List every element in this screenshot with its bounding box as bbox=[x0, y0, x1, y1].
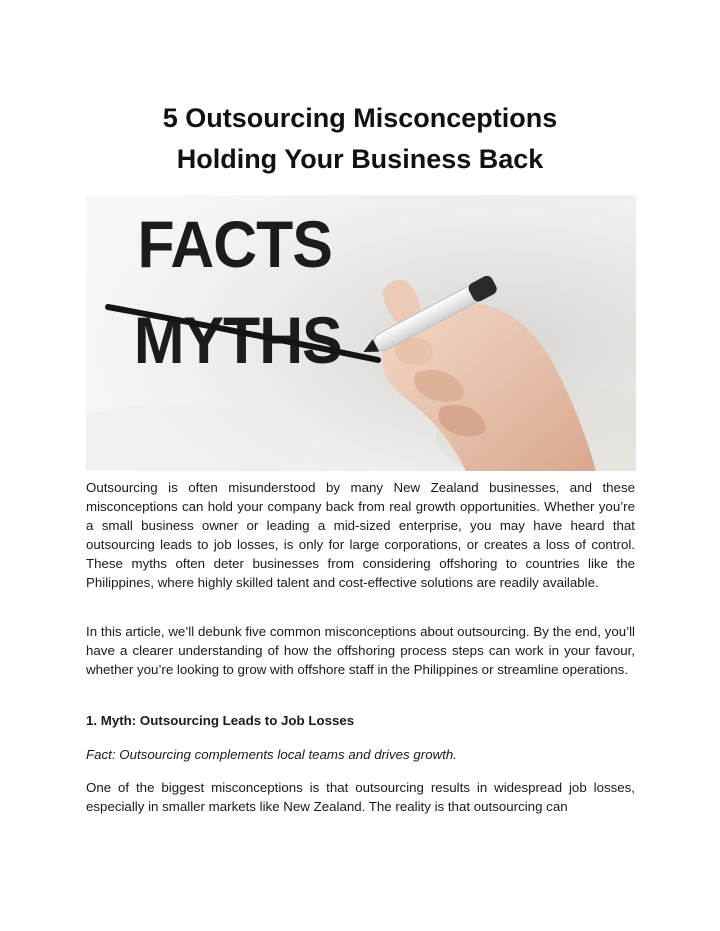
myth-1-heading: 1. Myth: Outsourcing Leads to Job Losses bbox=[86, 713, 355, 728]
title-line-2: Holding Your Business Back bbox=[176, 144, 544, 174]
facts-myths-illustration bbox=[86, 195, 636, 471]
title-line-1: 5 Outsourcing Misconceptions bbox=[162, 103, 558, 133]
hero-image bbox=[86, 195, 636, 471]
overview-paragraph: In this article, we’ll debunk five common misconceptions about outsourcing. By the end, you’ll have a clearer understanding of how the offshoring process steps can work in your favour, whether you’re looking to grow with offshore staff in the Philippines or streamline operations. bbox=[86, 624, 635, 677]
myths-word: MYTHS bbox=[133, 304, 342, 378]
myth-1-body: One of the biggest misconceptions is that outsourcing results in widespread job losses, especially in smaller markets like New Zealand. The reality is that outsourcing can bbox=[86, 780, 635, 814]
myth-1-fact: Fact: Outsourcing complements local teams and drives growth. bbox=[86, 747, 457, 762]
intro-paragraph: Outsourcing is often misunderstood by many New Zealand businesses, and these misconceptions can hold your company back from real growth opportunities. Whether you’re a small business owner or leading a mid-sized enterprise, you may have heard that outsourcing leads to job losses, is only for large corporations, or creates a loss of control. These myths often deter businesses from considering offshoring to countries like the Philippines, where highly skilled talent and cost-effective solutions are readily available. bbox=[86, 480, 635, 590]
facts-word: FACTS bbox=[137, 208, 332, 282]
page-title bbox=[0, 98, 720, 180]
